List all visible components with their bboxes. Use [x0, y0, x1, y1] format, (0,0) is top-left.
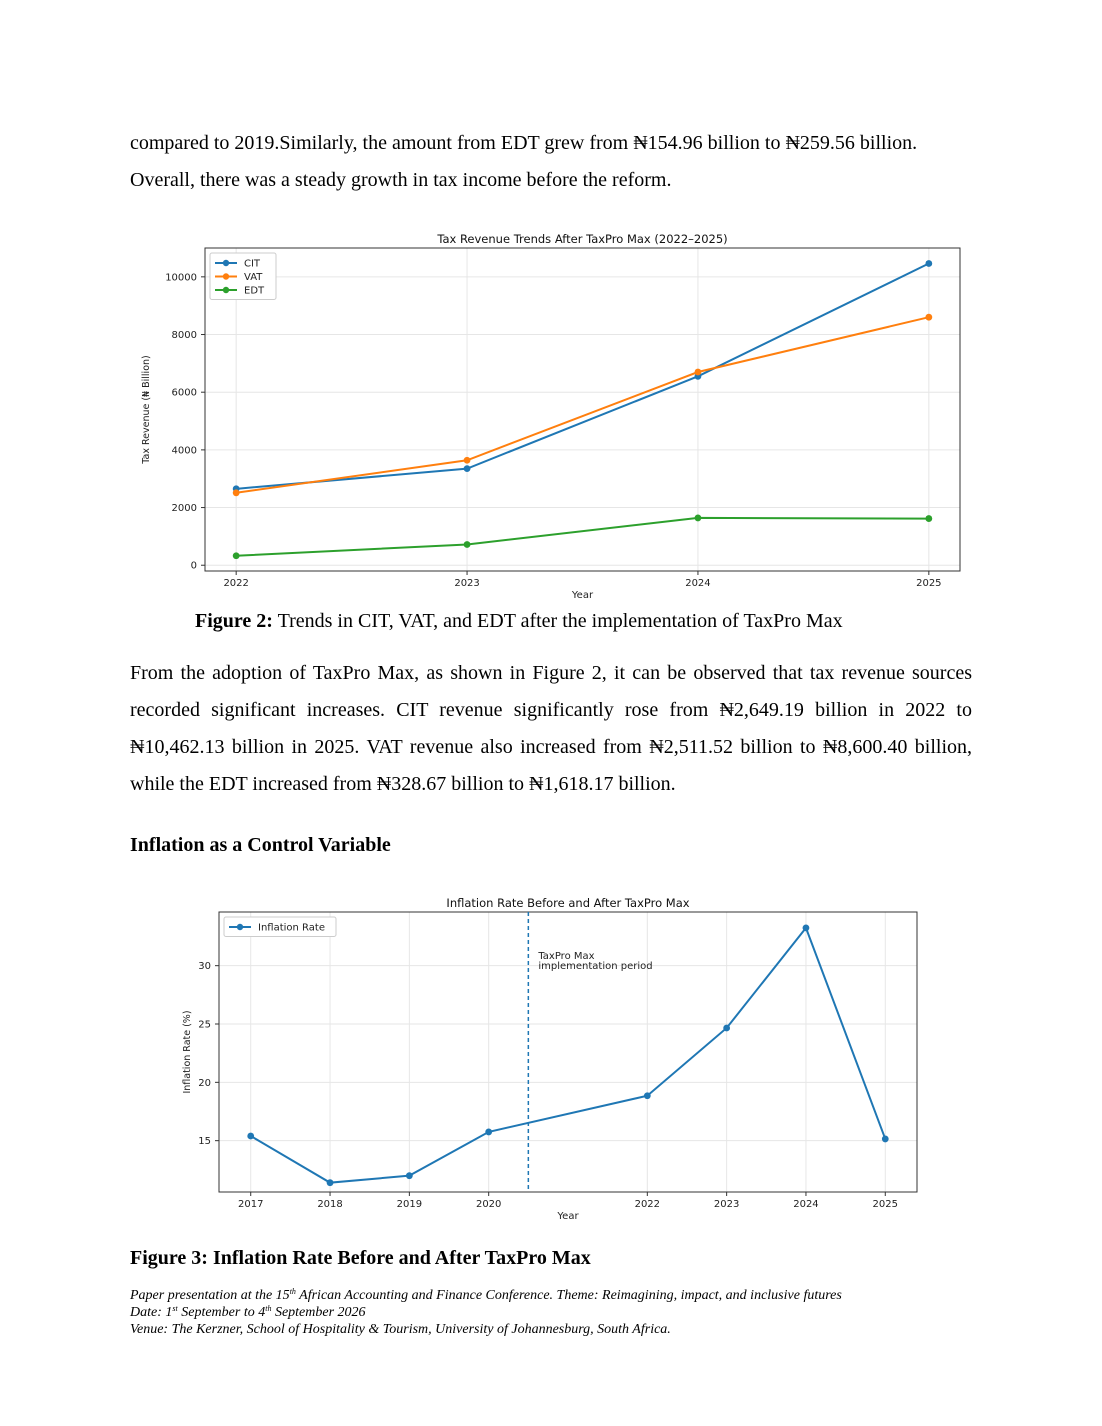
y-tick-label: 4000	[171, 445, 197, 457]
data-point	[233, 552, 240, 559]
footer-line-1: Paper presentation at the 15th African Accounting and Finance Conference. Theme: Reimagining, impact, and inclusive futures	[130, 1287, 842, 1303]
x-tick-label: 2018	[317, 1199, 343, 1210]
data-point	[925, 260, 932, 267]
chart-title: Inflation Rate Before and After TaxPro Max	[446, 896, 690, 910]
data-point	[233, 489, 240, 496]
legend-marker	[223, 287, 229, 293]
legend-label: EDT	[244, 285, 265, 297]
x-tick-label: 2025	[916, 578, 942, 589]
data-point	[695, 369, 702, 376]
legend-label: CIT	[244, 258, 261, 270]
y-tick-label: 8000	[171, 330, 197, 342]
data-point	[644, 1092, 651, 1099]
conference-footer	[130, 1287, 842, 1338]
series-line-edt	[236, 518, 929, 556]
data-point	[695, 515, 702, 522]
y-tick-label: 6000	[171, 387, 197, 399]
plot-frame	[205, 248, 960, 571]
data-point	[925, 515, 932, 522]
data-point	[723, 1025, 730, 1032]
legend-label: Inflation Rate	[258, 922, 325, 934]
chart-title: Tax Revenue Trends After TaxPro Max (2022–2025)	[437, 232, 728, 246]
x-tick-label: 2024	[685, 578, 711, 589]
body-paragraph: compared to 2019.Similarly, the amount from EDT grew from ₦154.96 billion to ₦259.56 billion. Overall, there was a steady growth in tax income before the reform.	[130, 132, 918, 191]
x-axis-label: Year	[557, 1211, 579, 1222]
x-tick-label: 2017	[238, 1199, 264, 1210]
y-tick-label: 30	[198, 961, 211, 973]
y-tick-label: 25	[198, 1019, 211, 1031]
figure-2-text: Trends in CIT, VAT, and EDT after the implementation of TaxPro Max	[272, 610, 843, 632]
data-point	[464, 457, 471, 464]
x-tick-label: 2024	[793, 1199, 819, 1210]
footer-line-3: Venue: The Kerzner, School of Hospitality & Tourism, University of Johannesburg, South Africa.	[130, 1322, 671, 1337]
x-tick-label: 2020	[475, 1199, 502, 1210]
inflation-chart	[175, 893, 930, 1223]
data-point	[882, 1136, 889, 1143]
section-heading: Inflation as a Control Variable	[130, 834, 391, 856]
data-point	[485, 1129, 492, 1136]
x-tick-label: 2019	[396, 1199, 423, 1210]
tax-revenue-chart	[135, 228, 970, 603]
legend-marker	[223, 273, 229, 279]
x-tick-label: 2023	[454, 578, 480, 589]
legend-marker	[223, 260, 229, 266]
data-point	[247, 1133, 254, 1140]
data-point	[406, 1172, 413, 1179]
x-tick-label: 2022	[223, 578, 249, 589]
data-point	[803, 924, 810, 931]
y-tick-label: 20	[198, 1077, 211, 1089]
data-point	[464, 465, 471, 472]
legend-label: VAT	[244, 272, 263, 283]
annotation-text: TaxPro Max	[538, 951, 595, 962]
y-tick-label: 2000	[171, 503, 197, 515]
y-axis-label: Tax Revenue (₦ Billion)	[141, 355, 152, 464]
x-tick-label: 2025	[872, 1199, 898, 1210]
x-tick-label: 2023	[713, 1199, 740, 1210]
figure-2-label: Figure 2:	[195, 610, 273, 632]
data-point	[925, 314, 932, 321]
series-line-vat	[236, 317, 929, 493]
y-tick-label: 15	[198, 1136, 211, 1148]
annotation-text: implementation period	[538, 961, 653, 972]
y-axis-label: Inflation Rate (%)	[182, 1010, 193, 1094]
figure-2-caption	[195, 610, 843, 633]
footer-line-2: Date: 1st September to 4th September 2026	[130, 1304, 366, 1320]
data-point	[464, 541, 471, 548]
figure-3-caption: Figure 3: Inflation Rate Before and After TaxPro Max	[130, 1247, 591, 1269]
x-axis-label: Year	[571, 590, 594, 601]
legend-marker	[237, 924, 243, 930]
y-tick-label: 10000	[165, 272, 197, 284]
body-paragraph: From the adoption of TaxPro Max, as shown in Figure 2, it can be observed that tax revenue sources recorded significant increases. CIT revenue significantly rose from ₦2,649.19 billion in 2022 to ₦10,462.13 billion in 2025. VAT revenue also increased from ₦2,511.52 billion to ₦8,600.40 billion, while the EDT increased from ₦328.67 billion to ₦1,618.17 billion.	[130, 662, 972, 795]
y-tick-label: 0	[190, 560, 197, 572]
x-tick-label: 2022	[634, 1199, 661, 1210]
series-line-cit	[236, 264, 929, 489]
data-point	[327, 1179, 334, 1186]
